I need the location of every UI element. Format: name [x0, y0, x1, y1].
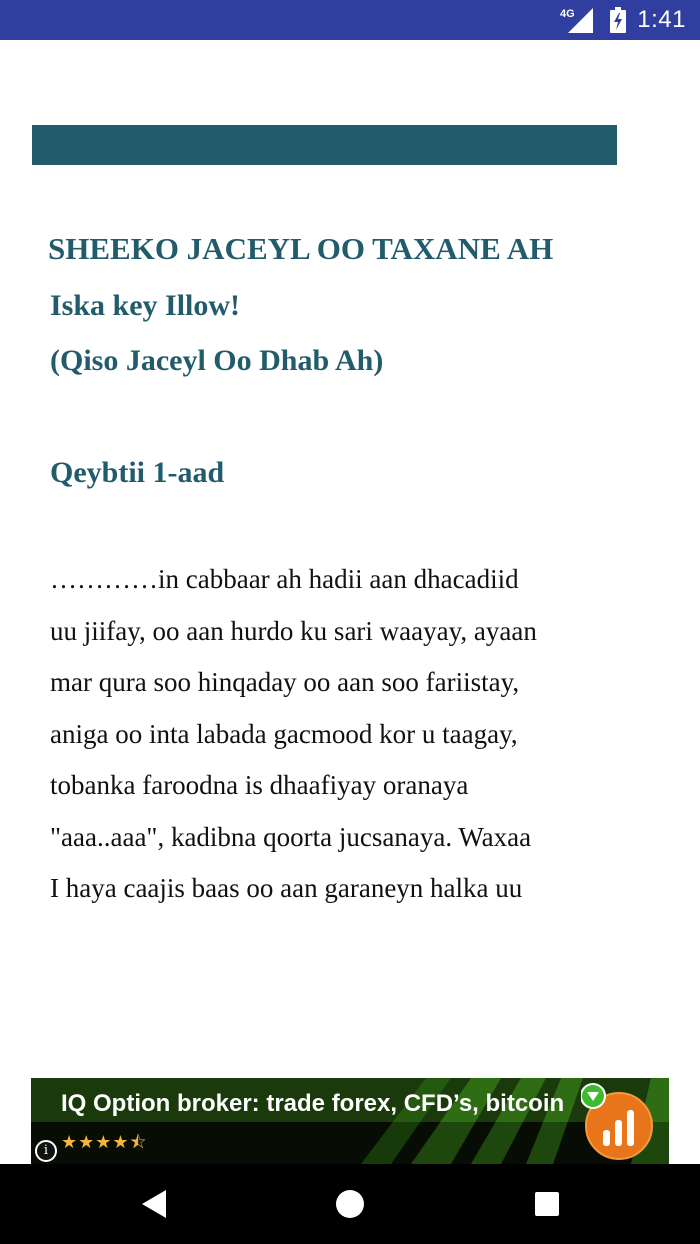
back-icon[interactable]	[134, 1186, 174, 1222]
iq-option-logo-icon[interactable]	[581, 1080, 661, 1164]
body-line: mar qura soo hinqaday oo aan soo fariistay,	[50, 667, 520, 697]
info-icon[interactable]: i	[35, 1140, 57, 1162]
body-line: tobanka faroodna is dhaafiyay oranaya	[50, 770, 469, 800]
story-subtitle: (Qiso Jaceyl Oo Dhab Ah)	[50, 344, 384, 377]
body-line: I haya caajis baas oo aan garaneyn halka uu	[50, 873, 523, 903]
status-time: 1:41	[637, 6, 686, 33]
story-title: Iska key Illow!	[50, 289, 241, 322]
body-line: "aaa..aaa", kadibna qoorta jucsanaya. Waxaa	[50, 821, 532, 852]
navigation-bar	[0, 1164, 700, 1244]
network-label: 4G	[560, 8, 575, 20]
ad-title[interactable]: IQ Option broker: trade forex, CFD’s, bitcoin	[61, 1090, 565, 1117]
ad-banner[interactable]	[31, 1078, 669, 1164]
series-title: SHEEKO JACEYL OO TAXANE AH	[48, 231, 554, 266]
part-heading: Qeybtii 1-aad	[50, 456, 225, 489]
battery-charging-icon	[610, 7, 626, 33]
header-bar	[32, 125, 617, 165]
story-body	[50, 554, 640, 915]
download-badge-icon	[581, 1084, 605, 1108]
status-bar	[0, 0, 700, 40]
body-line: uu jiifay, oo aan hurdo ku sari waayay, ayaan	[50, 615, 537, 646]
home-icon[interactable]	[330, 1186, 370, 1222]
body-line: aniga oo inta labada gacmood kor u taagay,	[50, 718, 518, 749]
signal-icon	[560, 6, 594, 34]
ad-rating-stars: ★★★★⯪	[61, 1132, 148, 1153]
body-line: …………in cabbaar ah hadii aan dhacadiid	[50, 564, 519, 594]
recent-apps-icon[interactable]	[527, 1186, 567, 1222]
